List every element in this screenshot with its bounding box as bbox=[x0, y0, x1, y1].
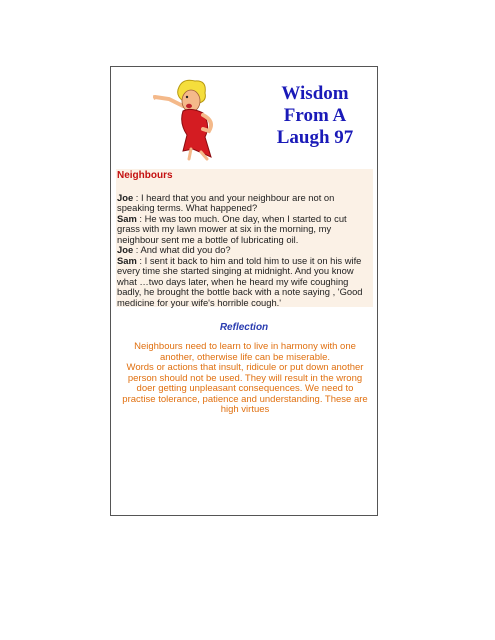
dialogue-text: : And what did you do? bbox=[133, 244, 231, 255]
dialogue-line bbox=[117, 256, 369, 309]
dialogue-text: : He was too much. One day, when I started to cut grass with my lawn mower at six in the morning, my neighbour sent me a bottle of lubricating oil. bbox=[117, 212, 347, 245]
speaker-name: Joe bbox=[117, 244, 134, 255]
reflection-title: Reflection bbox=[219, 322, 269, 333]
dialogue-text: : I sent it back to him and told him to use it on his wife every time she started singing at midnight. And you know what …two days later, when he heard my wife coughing badly, he brought the bottle back with a note saying , 'Good medicine for your wife's horrible cough.' bbox=[117, 254, 363, 308]
title-line: From A bbox=[283, 105, 347, 126]
page-title bbox=[263, 83, 367, 149]
dialogue-line bbox=[117, 214, 369, 246]
reflection-paragraph: Neighbours need to learn to live in harmony with one another, otherwise life can be miserable. bbox=[134, 341, 356, 363]
reflection-body bbox=[119, 342, 371, 416]
speaker-name: Joe bbox=[117, 191, 134, 203]
title-line: Wisdom bbox=[281, 83, 349, 104]
dialogue-text: : I heard that you and your neighbour are not on speaking terms. What happened? bbox=[117, 191, 335, 213]
speaker-name: Sam bbox=[117, 254, 137, 266]
speaker-name: Sam bbox=[117, 212, 137, 224]
reflection-paragraph: Words or actions that insult, ridicule or put down another person should not be used. They will result in the wrong doer getting unpleasant consequences. We need to practise tolerance, patience and understanding. These are high virtues bbox=[122, 362, 368, 415]
story-box bbox=[116, 169, 373, 307]
cartoon-woman-illustration bbox=[153, 79, 227, 161]
card bbox=[110, 66, 378, 516]
title-line: Laugh 97 bbox=[276, 127, 354, 148]
dialogue-line bbox=[117, 193, 369, 214]
story-heading: Neighbours bbox=[117, 170, 173, 181]
